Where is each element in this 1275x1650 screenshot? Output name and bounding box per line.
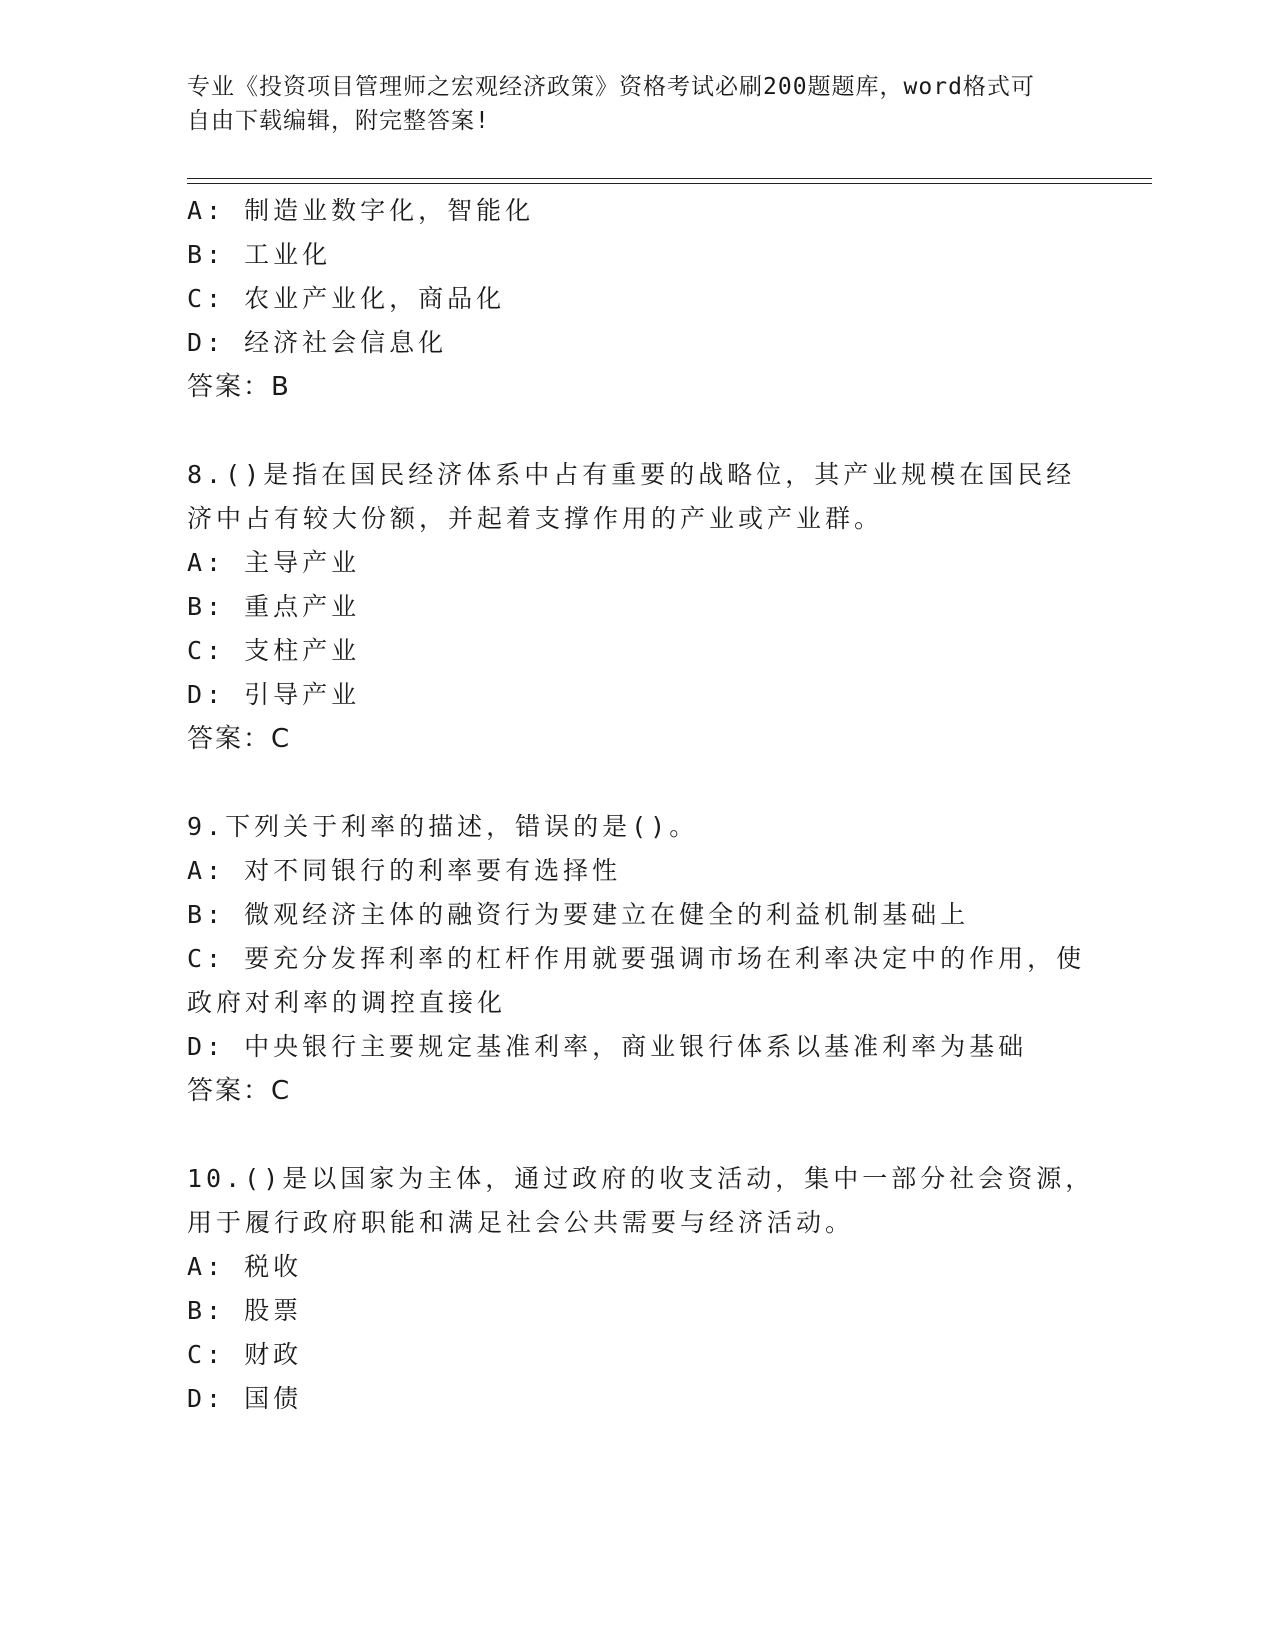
q9-option-a: A: 对不同银行的利率要有选择性 [187, 856, 622, 885]
q9-option-c-line-2: 政府对利率的调控直接化 [187, 988, 507, 1017]
header-line-2: 自由下载编辑，附完整答案! [187, 108, 490, 134]
q8-stem-line-1: 8.()是指在国民经济体系中占有重要的战略位，其产业规模在国民经 [187, 460, 1076, 489]
q8-stem-line-2: 济中占有较大份额，并起着支撑作用的产业或产业群。 [187, 504, 884, 533]
q10-option-d: D: 国债 [187, 1384, 303, 1413]
q7-option-b: B: 工业化 [187, 240, 332, 269]
q8-option-a: A: 主导产业 [187, 548, 361, 577]
q7-option-c: C: 农业产业化，商品化 [187, 284, 506, 313]
q10-option-b: B: 股票 [187, 1296, 303, 1325]
q7-option-a: A: 制造业数字化，智能化 [187, 196, 535, 225]
q8-option-b: B: 重点产业 [187, 592, 361, 621]
q9-option-c-line-1: C: 要充分发挥利率的杠杆作用就要强调市场在利率决定中的作用，使 [187, 944, 1086, 973]
header-rule-bottom [187, 183, 1152, 184]
header-line-1: 专业《投资项目管理师之宏观经济政策》资格考试必刷200题题库，word格式可 [187, 74, 1035, 100]
q10-option-a: A: 税收 [187, 1252, 303, 1281]
q9-option-b: B: 微观经济主体的融资行为要建立在健全的利益机制基础上 [187, 900, 970, 929]
q9-stem-line-1: 9.下列关于利率的描述，错误的是()。 [187, 812, 699, 841]
q7-option-d: D: 经济社会信息化 [187, 328, 448, 357]
q9-answer: 答案：C [187, 1076, 292, 1106]
document-header [187, 70, 1067, 138]
header-rule-top [187, 178, 1152, 179]
q8-option-d: D: 引导产业 [187, 680, 361, 709]
q10-option-c: C: 财政 [187, 1340, 303, 1369]
q10-stem-line-2: 用于履行政府职能和满足社会公共需要与经济活动。 [187, 1208, 855, 1237]
q7-answer: 答案：B [187, 372, 291, 402]
q9-option-d: D: 中央银行主要规定基准利率，商业银行体系以基准利率为基础 [187, 1032, 1028, 1061]
q8-option-c: C: 支柱产业 [187, 636, 361, 665]
q8-answer: 答案：C [187, 724, 292, 754]
q10-stem-line-1: 10.()是以国家为主体，通过政府的收支活动，集中一部分社会资源， [187, 1164, 1095, 1193]
